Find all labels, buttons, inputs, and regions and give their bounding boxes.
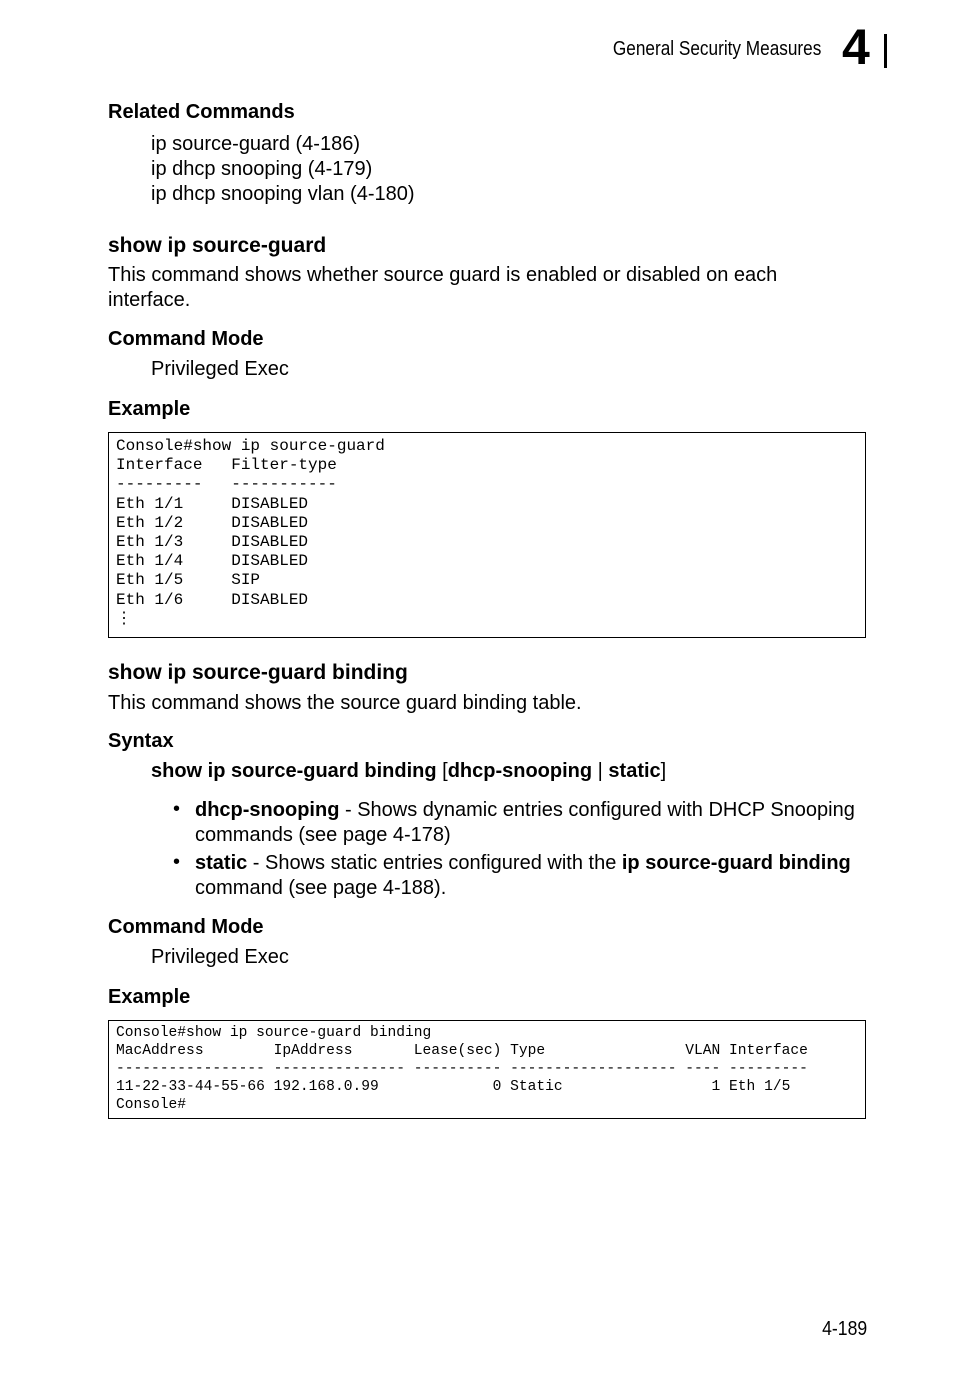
bullet-text: - Shows dynamic entries configured with DHCP Snooping commands (see page 4-178) <box>195 799 855 846</box>
syntax-command: show ip source-guard binding <box>151 760 437 782</box>
related-commands-list <box>151 132 415 207</box>
command-mode-heading: Command Mode <box>108 916 264 938</box>
related-command-item: ip dhcp snooping vlan (4-180) <box>151 183 415 205</box>
example-code-box <box>108 432 866 638</box>
section-title-show-ip-source-guard: show ip source-guard <box>108 234 327 257</box>
syntax-heading: Syntax <box>108 730 174 752</box>
bullet-item-dhcp-snooping <box>195 798 875 848</box>
command-mode-heading: Command Mode <box>108 328 264 350</box>
related-command-item: ip dhcp snooping (4-179) <box>151 158 373 180</box>
chapter-number: 4 <box>842 19 870 75</box>
syntax-bracket-close: ] <box>660 760 667 782</box>
example-code-box <box>108 1020 866 1119</box>
section-description: This command shows the source guard binding table. <box>108 692 582 714</box>
example-heading: Example <box>108 986 191 1008</box>
chapter-tab-bar <box>884 34 887 68</box>
example-code: Console#show ip source-guard Interface Filter-type --------- ----------- Eth 1/1 DISABLED Eth 1/2 DISABLED Eth 1/3 DISABLED Eth 1/4 DISABLED Eth 1/5 SIP Eth 1/6 DISABLED ⋮ <box>116 437 385 628</box>
bullet-term: static <box>195 852 248 874</box>
bullet-bold-command: ip source-guard binding <box>621 852 851 874</box>
bullet-term: dhcp-snooping <box>195 799 340 821</box>
bullet-text: - Shows static entries configured with the <box>247 852 622 874</box>
syntax-option-static: static <box>608 760 661 782</box>
command-mode-value: Privileged Exec <box>151 946 289 968</box>
syntax-separator: | <box>592 760 609 782</box>
syntax-line <box>151 760 666 783</box>
syntax-option-dhcp-snooping: dhcp-snooping <box>447 760 593 782</box>
bullet-marker: • <box>173 798 181 820</box>
page-number: 4-189 <box>821 1318 867 1340</box>
bullet-text: command (see page 4-188). <box>195 877 447 899</box>
section-title-show-ip-source-guard-binding: show ip source-guard binding <box>108 661 408 684</box>
section-description: This command shows whether source guard is enabled or disabled on each interface. <box>108 264 778 311</box>
related-commands-heading: Related Commands <box>108 101 295 123</box>
bullet-item-static <box>195 851 875 901</box>
example-code: Console#show ip source-guard binding MacAddress IpAddress Lease(sec) Type VLAN Interface ----------------- --------------- ---------- ------------------- ---- --------- 11-22-33-44-55-66 192.168.0.99 0 Static 1 Eth 1/5 Console# <box>116 1025 808 1113</box>
example-heading: Example <box>108 398 191 420</box>
running-header-title: General Security Measures <box>612 38 821 60</box>
bullet-marker: • <box>173 851 181 873</box>
command-mode-value: Privileged Exec <box>151 358 289 380</box>
syntax-bracket-open: [ <box>436 760 448 782</box>
related-command-item: ip source-guard (4-186) <box>151 133 360 155</box>
